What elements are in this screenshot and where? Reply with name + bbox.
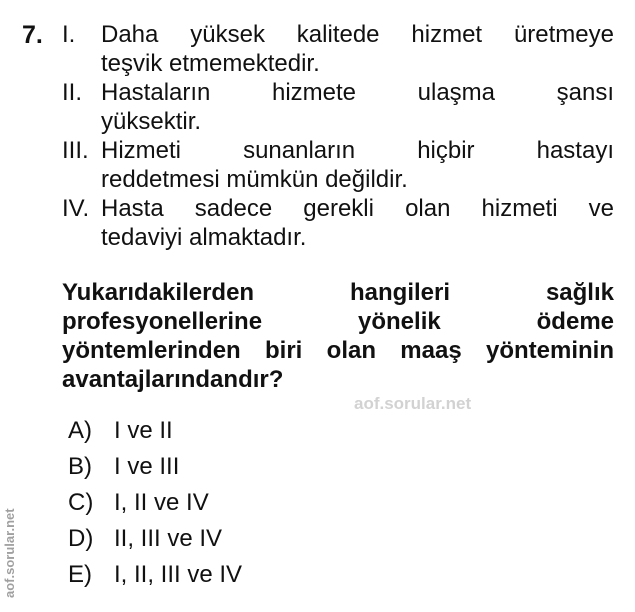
statement-line: reddetmesi mümkün değildir. (101, 166, 408, 193)
prompt-line: Yukarıdakilerden hangileri sağlık (62, 279, 614, 306)
question-prompt (62, 278, 614, 394)
option-letter: C) (68, 489, 94, 516)
answer-options (68, 416, 242, 596)
answer-option-e[interactable] (68, 560, 242, 596)
option-text: I, II, III ve IV (114, 561, 243, 588)
watermark: aof.sorular.net (354, 394, 472, 413)
statement-line: teşvik etmemektedir. (101, 50, 320, 77)
statement-text (101, 20, 614, 78)
answer-option-d[interactable] (68, 524, 242, 560)
answer-option-a[interactable] (68, 416, 242, 452)
statement-line: yüksektir. (101, 108, 202, 135)
side-watermark: aof.sorular.net (2, 508, 17, 598)
option-letter: E) (68, 561, 92, 588)
answer-option-b[interactable] (68, 452, 242, 488)
prompt-line: yöntemlerinden biri olan maaş yönteminin (62, 337, 614, 364)
statement-line: Hizmeti sunanların hiçbir hastayı (101, 137, 614, 164)
statement-line: Daha yüksek kalitede hizmet üretmeye (101, 21, 614, 48)
statement-line: Hasta sadece gerekli olan hizmeti ve (101, 195, 614, 222)
statement-numeral: II. (62, 79, 83, 106)
option-text: I, II ve IV (114, 489, 209, 516)
option-text: I ve III (114, 453, 180, 480)
option-letter: D) (68, 525, 94, 552)
option-text: I ve II (114, 417, 173, 444)
statement-item (62, 20, 614, 78)
question-number: 7. (22, 21, 43, 49)
option-letter: A) (68, 417, 92, 444)
statement-numeral: IV. (62, 195, 90, 222)
option-letter: B) (68, 453, 92, 480)
statement-list (62, 20, 614, 252)
statement-item (62, 78, 614, 136)
statement-text (101, 194, 614, 252)
statement-line: Hastaların hizmete ulaşma şansı (101, 79, 614, 106)
statement-text (101, 78, 614, 136)
statement-numeral: I. (62, 21, 76, 48)
option-text: II, III ve IV (114, 525, 223, 552)
statement-item (62, 194, 614, 252)
statement-item (62, 136, 614, 194)
statement-line: tedaviyi almaktadır. (101, 224, 307, 251)
prompt-line: profesyonellerine yönelik ödeme (62, 308, 614, 335)
statement-text (101, 136, 614, 194)
statement-numeral: III. (62, 137, 89, 164)
prompt-line: avantajlarındandır? (62, 366, 284, 393)
answer-option-c[interactable] (68, 488, 242, 524)
